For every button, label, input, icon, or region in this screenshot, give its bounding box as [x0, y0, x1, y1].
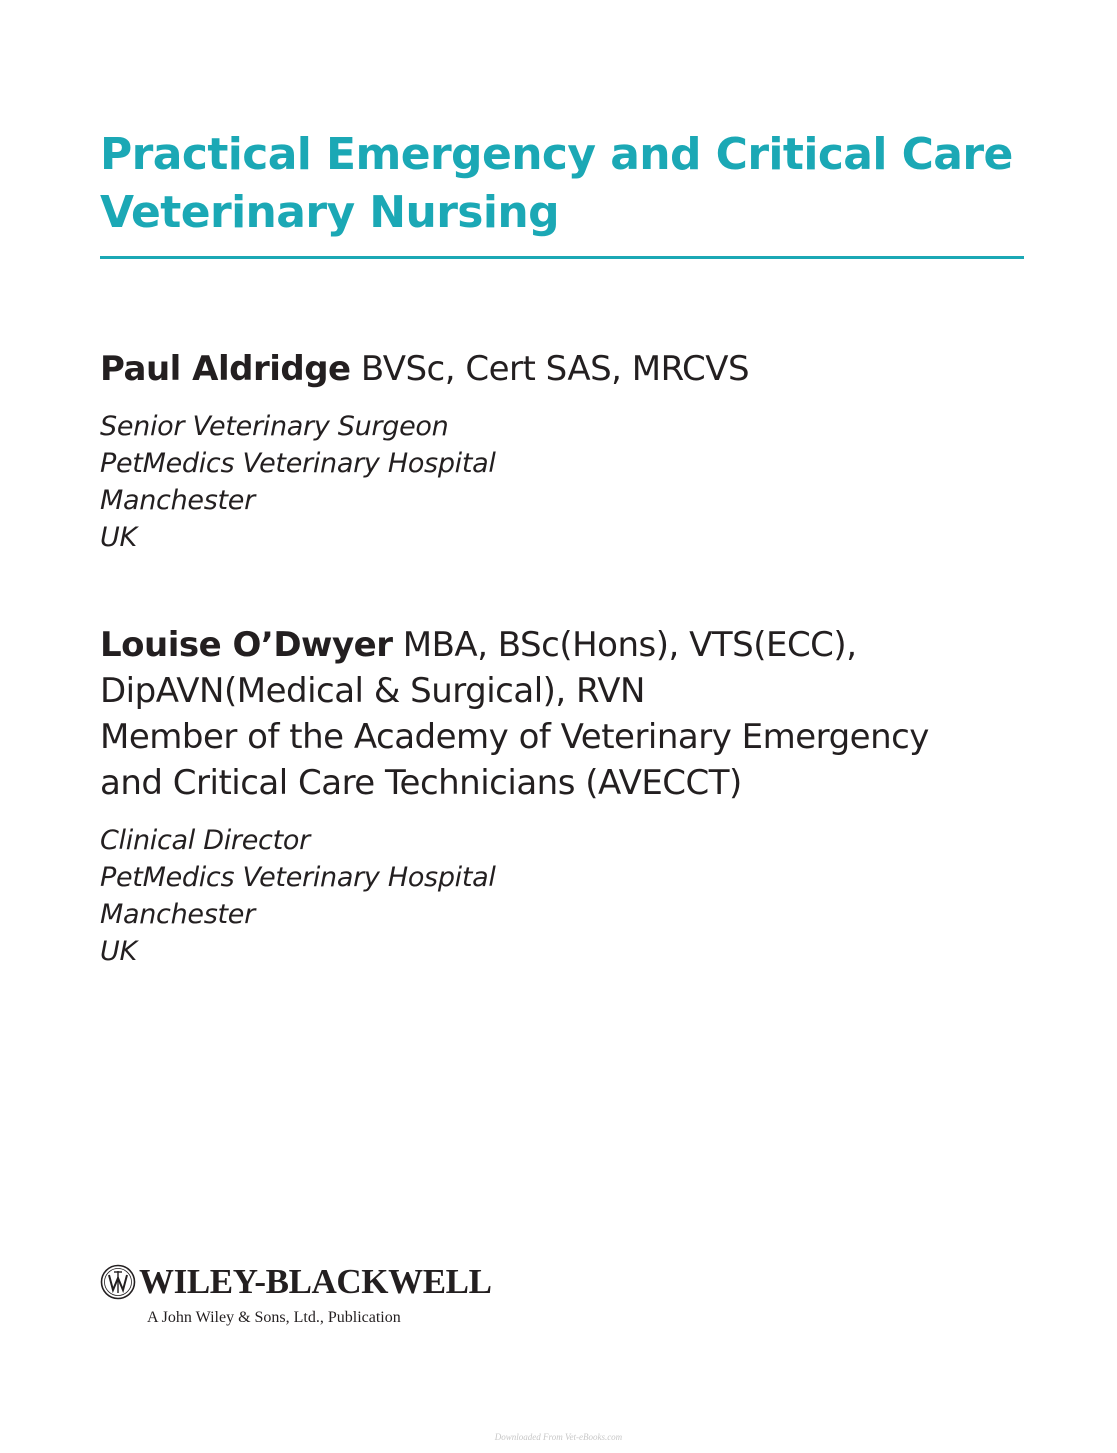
download-watermark	[0, 1432, 1117, 1442]
author-2-membership-line: and Critical Care Technicians (AVECCT)	[100, 763, 742, 803]
book-title-line-2: Veterinary Nursing	[100, 187, 559, 238]
author-2-affiliation-line: PetMedics Veterinary Hospital	[100, 862, 496, 893]
publisher-tagline: A John Wiley & Sons, Ltd., Publication	[147, 1309, 401, 1326]
book-title-line-1: Practical Emergency and Critical Care	[100, 129, 1013, 180]
author-1-name: Paul Aldridge	[100, 349, 351, 389]
book-title	[100, 126, 1030, 242]
title-divider	[100, 256, 1024, 259]
author-1-qualifications: BVSc, Cert SAS, MRCVS	[350, 349, 750, 389]
publisher-logo	[100, 1262, 500, 1302]
wiley-emblem-icon	[100, 1264, 136, 1300]
author-1-affiliation-line: PetMedics Veterinary Hospital	[100, 448, 496, 479]
author-2-affiliation	[100, 822, 1040, 970]
author-2-qualifications-line: DipAVN(Medical & Surgical), RVN	[100, 671, 645, 711]
publisher-name: WILEY-BLACKWELL	[139, 1262, 492, 1301]
author-1-affiliation-line: Senior Veterinary Surgeon	[100, 411, 449, 442]
author-1-affiliation-line: UK	[100, 522, 137, 553]
author-2-membership-line: Member of the Academy of Veterinary Emergency	[100, 717, 929, 757]
author-1-heading	[100, 346, 1040, 392]
author-1-affiliation-line: Manchester	[100, 485, 255, 516]
author-block-2	[100, 622, 1040, 970]
author-2-heading	[100, 622, 1040, 668]
author-2-name: Louise O’Dwyer	[100, 625, 393, 665]
author-2-affiliation-line: Clinical Director	[100, 825, 310, 856]
author-2-affiliation-line: Manchester	[100, 899, 255, 930]
author-1-affiliation	[100, 408, 1040, 556]
author-block-1	[100, 346, 1040, 556]
publisher-imprint	[100, 1262, 500, 1328]
author-2-affiliation-line: UK	[100, 936, 137, 967]
download-watermark-text: Downloaded From Vet-eBooks.com	[494, 1432, 623, 1442]
author-2-qualifications: MBA, BSc(Hons), VTS(ECC),	[392, 625, 857, 665]
